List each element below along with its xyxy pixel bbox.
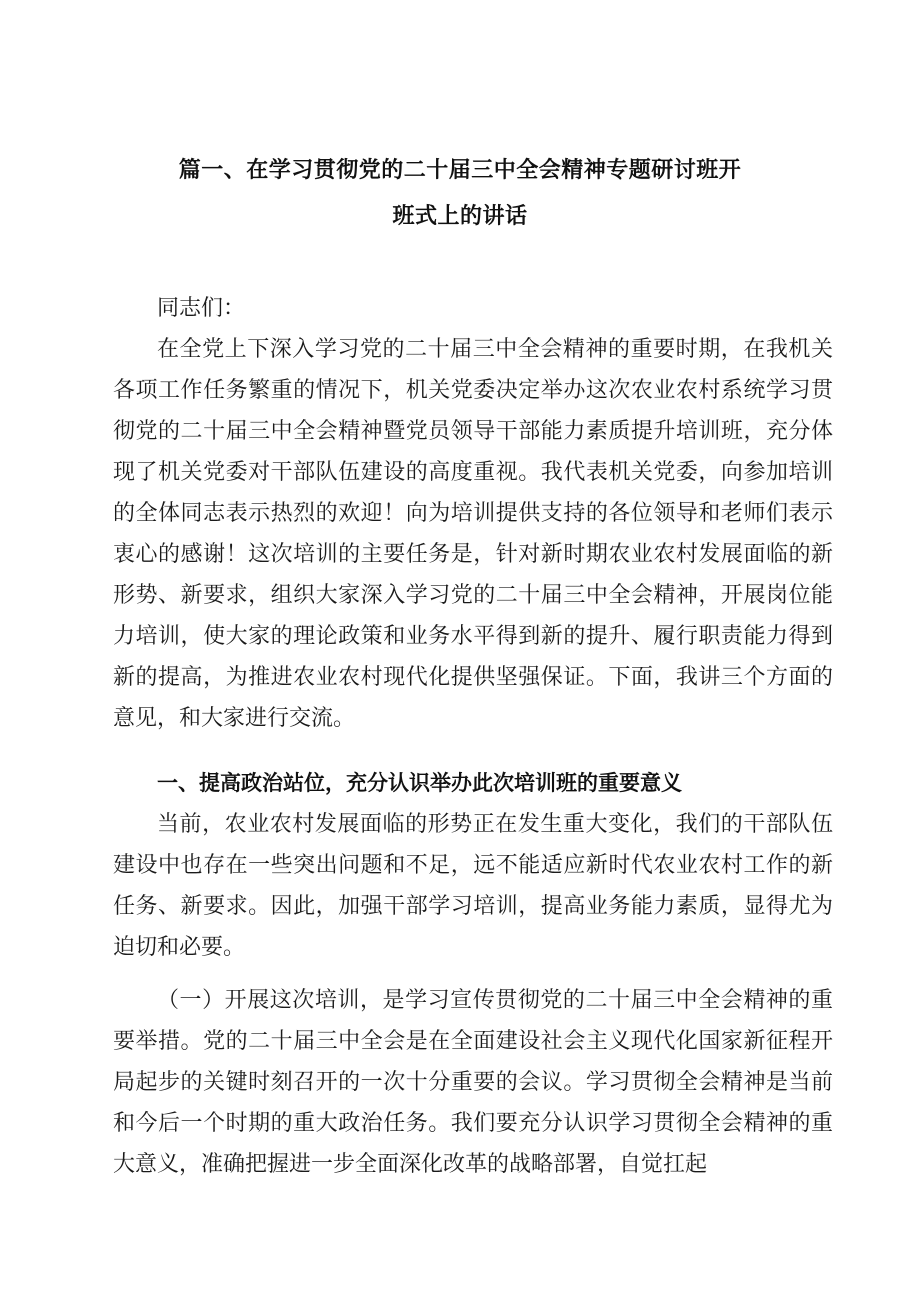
paragraph-1: 在全党上下深入学习党的二十届三中全会精神的重要时期，在我机关各项工作任务繁重的情况下，机关党委决定举办这次农业农村系统学习贯彻党的二十届三中全会精神暨党员领导干部能力素质提升培训班，充分体现了机关党委对干部队伍建设的高度重视。我代表机关党委，向参加培训的全体同志表示热烈的欢迎！向为培训提供支持的各位领导和老师们表示衷心的感谢！这次培训的主要任务是，针对新时期农业农村发展面临的新形势、新要求，组织大家深入学习党的二十届三中全会精神，开展岗位能力培训，使大家的理论政策和业务水平得到新的提升、履行职责能力得到新的提高，为推进农业农村现代化提供坚强保证。下面，我讲三个方面的意见，和大家进行交流。 (113, 337, 833, 731)
paragraph-2: 当前，农业农村发展面临的形势正在发生重大变化，我们的干部队伍建设中也存在一些突出问题和不足，远不能适应新时代农业农村工作的新任务、新要求。因此，加强干部学习培训，提高业务能力素质，显得尤为迫切和必要。 (113, 812, 833, 960)
paragraph-3: （一）开展这次培训，是学习宣传贯彻党的二十届三中全会精神的重要举措。党的二十届三中全会是在全面建设社会主义现代化国家新征程开局起步的关键时刻召开的一次十分重要的会议。学习贯彻全会精神是当前和今后一个时期的重大政治任务。我们要充分认识学习贯彻全会精神的重大意义，准确把握进一步全面深化改革的战略部署，自觉扛起 (113, 988, 833, 1177)
section-heading-1: 一、提高政治站位，充分认识举办此次培训班的重要意义 (157, 771, 682, 795)
greeting: 同志们： (157, 296, 246, 321)
document-title-line-2: 班式上的讲话 (392, 204, 528, 229)
document-title-line-1: 篇一、在学习贯彻党的二十届三中全会精神专题研讨班开 (178, 158, 742, 183)
